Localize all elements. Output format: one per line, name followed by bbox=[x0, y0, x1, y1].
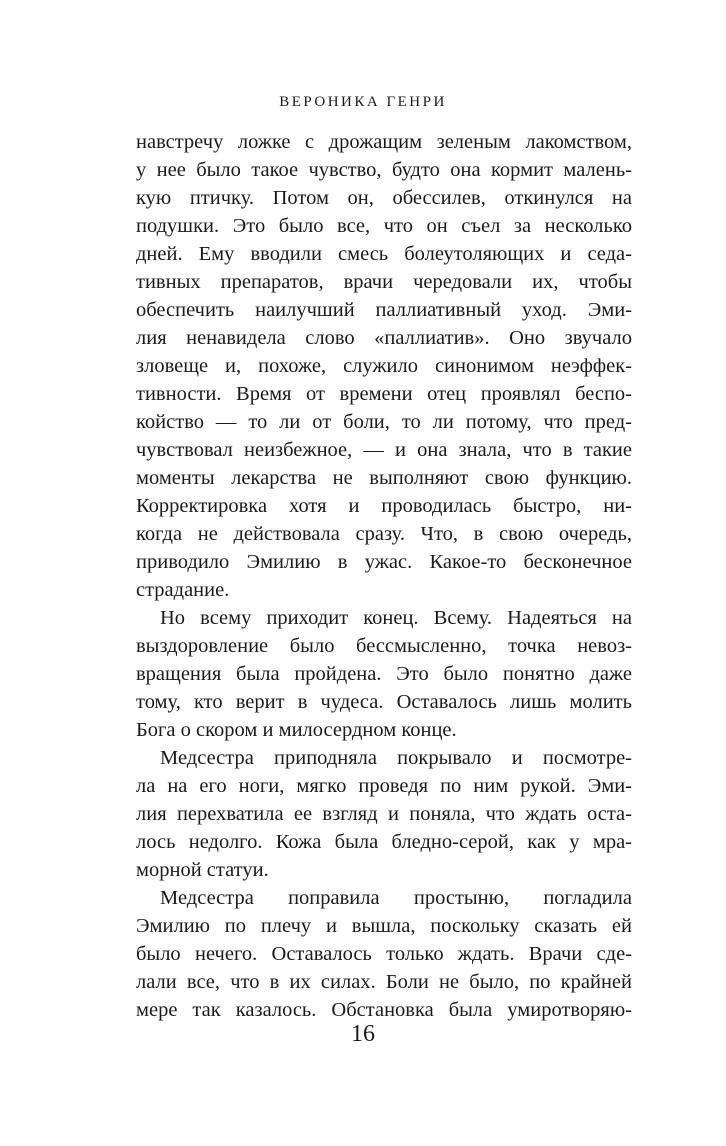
text-line: вращения была пройдена. Это было понятно даже bbox=[136, 663, 632, 685]
text-line: навстречу ложке с дрожащим зеленым лакомством, bbox=[136, 131, 632, 153]
text-line: лия ненавидела слово «паллиатив». Оно звучало bbox=[136, 327, 632, 349]
text-line: Медсестра приподняла покрывало и посмотре- bbox=[160, 747, 632, 769]
text-line: койство — то ли от боли, то ли потому, что пред- bbox=[136, 411, 632, 433]
text-line: Корректировка хотя и проводилась быстро, ни- bbox=[136, 495, 632, 517]
text-line: дней. Ему вводили смесь болеутоляющих и седа- bbox=[136, 243, 632, 265]
paragraph-2 bbox=[136, 604, 632, 744]
text-line: тому, кто верит в чудеса. Оставалось лишь молить bbox=[136, 691, 632, 713]
text-line: у нее было такое чувство, будто она кормит малень- bbox=[136, 159, 632, 181]
text-line: подушки. Это было все, что он съел за несколько bbox=[136, 215, 632, 237]
running-head: ВЕРОНИКА ГЕНРИ bbox=[279, 94, 447, 110]
page-number: 16 bbox=[351, 1021, 375, 1047]
text-line: Но всему приходит конец. Всему. Надеяться на bbox=[160, 607, 632, 629]
text-line: кую птичку. Потом он, обессилев, откинулся на bbox=[136, 187, 632, 209]
text-line: лось недолго. Кожа была бледно-серой, как у мра- bbox=[136, 831, 632, 853]
text-line: тивности. Время от времени отец проявлял беспо- bbox=[136, 383, 632, 405]
body-text bbox=[136, 128, 632, 1024]
text-line: когда не действовала сразу. Что, в свою очередь, bbox=[136, 523, 632, 545]
text-line: приводило Эмилию в ужас. Какое-то бесконечное bbox=[136, 551, 632, 573]
text-line: страдание. bbox=[136, 579, 230, 601]
text-line: тивных препаратов, врачи чередовали их, чтобы bbox=[136, 271, 632, 293]
text-line: мере так казалось. Обстановка была умиротворяю- bbox=[136, 999, 632, 1021]
text-line: Бога о скором и милосердном конце. bbox=[136, 719, 457, 741]
text-line: лали все, что в их силах. Боли не было, по крайней bbox=[136, 971, 632, 993]
text-line: выздоровление было бессмысленно, точка невоз- bbox=[136, 635, 632, 657]
text-line: Эмилию по плечу и вышла, поскольку сказать ей bbox=[136, 915, 632, 937]
text-line: Медсестра поправила простыню, погладила bbox=[160, 887, 632, 909]
text-line: зловеще и, похоже, служило синонимом неэффек- bbox=[136, 355, 632, 377]
text-line: лия перехватила ее взгляд и поняла, что ждать оста- bbox=[136, 803, 632, 825]
text-line: морной статуи. bbox=[136, 859, 269, 881]
paragraph-3 bbox=[136, 744, 632, 884]
text-line: обеспечить наилучший паллиативный уход. Эми- bbox=[136, 299, 632, 321]
text-line: моменты лекарства не выполняют свою функцию. bbox=[136, 467, 632, 489]
text-line: было нечего. Оставалось только ждать. Врачи сде- bbox=[136, 943, 632, 965]
text-line: ла на его ноги, мягко проведя по ним рукой. Эми- bbox=[136, 775, 632, 797]
text-line: чувствовал неизбежное, — и она знала, что в такие bbox=[136, 439, 632, 461]
paragraph-4 bbox=[136, 884, 632, 1024]
paragraph-1 bbox=[136, 128, 632, 604]
